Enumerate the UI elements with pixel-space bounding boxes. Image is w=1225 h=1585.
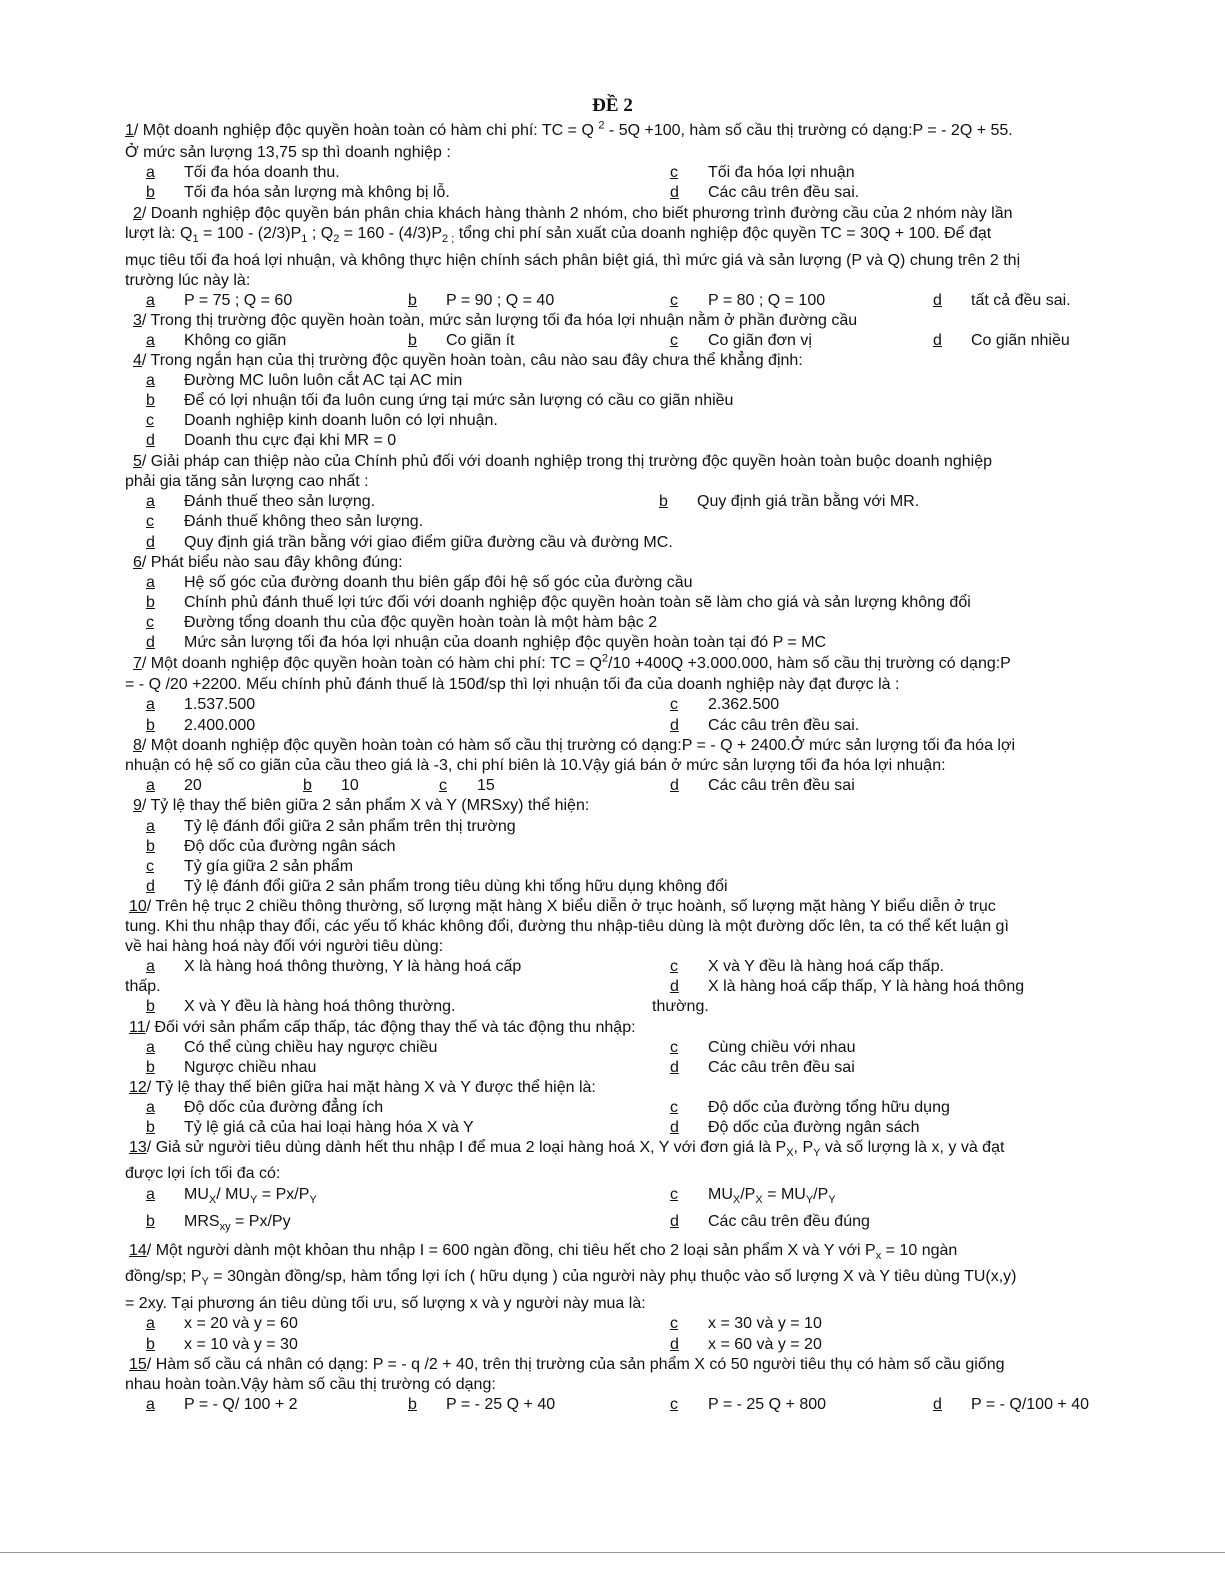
q6-number: 6 bbox=[133, 554, 142, 571]
q1-option-c[interactable] bbox=[670, 163, 855, 182]
option-text: Chính phủ đánh thuế lợi tức đối với doanh nghiệp độc quyền hoàn toàn sẽ làm cho giá và sản lượng không đổi bbox=[184, 594, 971, 611]
sub: Y bbox=[309, 1194, 317, 1207]
option-text: /P bbox=[813, 1186, 829, 1203]
q2-option-c[interactable] bbox=[670, 291, 825, 310]
q11-number: 11 bbox=[129, 1019, 146, 1036]
option-text: x = 30 và y = 10 bbox=[708, 1315, 822, 1332]
q4-option-b[interactable] bbox=[146, 391, 733, 410]
q9-option-a[interactable] bbox=[146, 817, 516, 836]
q2-number: 2 bbox=[133, 205, 142, 222]
q14-sub: x bbox=[875, 1250, 882, 1263]
option-text: tất cả đều sai. bbox=[971, 292, 1071, 309]
q2-option-d[interactable] bbox=[933, 291, 1071, 310]
option-letter: b bbox=[146, 717, 155, 734]
option-text: Độ dốc của đường ngân sách bbox=[708, 1119, 920, 1136]
option-letter: c bbox=[670, 332, 678, 349]
option-letter: c bbox=[670, 696, 678, 713]
q6-text: / Phát biểu nào sau đây không đúng: bbox=[141, 554, 403, 571]
option-letter: a bbox=[146, 1039, 155, 1056]
option-letter: c bbox=[670, 1039, 678, 1056]
q5-option-a[interactable] bbox=[146, 492, 375, 511]
sub: Y bbox=[250, 1194, 258, 1207]
option-text: Doanh thu cực đại khi MR = 0 bbox=[184, 432, 397, 449]
q8-option-a[interactable] bbox=[146, 776, 202, 795]
q15-option-d[interactable] bbox=[933, 1395, 1089, 1414]
option-text: Các câu trên đều sai bbox=[708, 1059, 855, 1076]
q8-number: 8 bbox=[133, 737, 142, 754]
option-letter: a bbox=[146, 1396, 155, 1413]
option-text: MU bbox=[184, 1186, 209, 1203]
option-text: = Px/Py bbox=[230, 1213, 291, 1230]
option-letter: a bbox=[146, 696, 155, 713]
option-letter: a bbox=[146, 164, 155, 181]
q9-text: / Tỷ lệ thay thế biên giữa 2 sản phẩm X và Y (MRSxy) thể hiện: bbox=[141, 797, 590, 814]
option-text: Tỷ lệ đánh đổi giữa 2 sản phẩm trong tiêu dùng khi tổng hữu dụng không đổi bbox=[184, 878, 728, 895]
sub: Y bbox=[805, 1194, 814, 1207]
q14-option-b[interactable] bbox=[146, 1335, 298, 1354]
q3-number: 3 bbox=[133, 312, 142, 329]
sub: X bbox=[755, 1194, 763, 1207]
option-letter: b bbox=[408, 1396, 417, 1413]
option-text: X và Y đều là hàng hoá cấp thấp. bbox=[708, 958, 945, 975]
option-text: MRS bbox=[184, 1213, 220, 1230]
q3-option-c[interactable] bbox=[670, 331, 812, 350]
q14-sub: Y bbox=[201, 1276, 209, 1289]
bottom-divider bbox=[0, 1552, 1225, 1553]
option-text: 2.400.000 bbox=[184, 717, 256, 734]
q5-option-c[interactable] bbox=[146, 512, 423, 531]
option-text: Có thể cùng chiều hay ngược chiều bbox=[184, 1039, 438, 1056]
option-text: Đánh thuế theo sản lượng. bbox=[184, 493, 376, 510]
q14-option-c[interactable] bbox=[670, 1314, 822, 1333]
option-text: x = 60 và y = 20 bbox=[708, 1336, 822, 1353]
option-text: 2.362.500 bbox=[708, 696, 780, 713]
q10-text: / Trên hệ trục 2 chiều thông thường, số lượng mặt hàng X biểu diễn ở trục hoành, số lượng mặt hàng Y biểu diễn ở trục bbox=[146, 898, 996, 915]
q14-number: 14 bbox=[129, 1242, 147, 1259]
option-letter: c bbox=[670, 164, 678, 181]
option-text: Tỷ gía giữa 2 sản phẩm bbox=[184, 858, 354, 875]
option-letter: a bbox=[146, 493, 155, 510]
option-text: x = 20 và y = 60 bbox=[184, 1315, 298, 1332]
q7-line2: = - Q /20 +2200. Mếu chính phủ đánh thuế là 150đ/sp thì lợi nhuận tối đa của doanh nghiệp này đạt được là : bbox=[125, 676, 900, 693]
sub: X bbox=[732, 1194, 741, 1207]
option-text: 20 bbox=[184, 777, 202, 794]
option-letter: a bbox=[146, 1099, 155, 1116]
q15-line2: nhau hoàn toàn.Vậy hàm số cầu thị trường có dạng: bbox=[125, 1376, 496, 1393]
q1-option-b[interactable] bbox=[146, 183, 450, 202]
option-text: P = 75 ; Q = 60 bbox=[184, 292, 293, 309]
option-letter: a bbox=[146, 818, 155, 835]
q4-option-a[interactable] bbox=[146, 371, 462, 390]
sub: Y bbox=[828, 1194, 836, 1207]
option-text: Quy định giá trần bằng với MR. bbox=[697, 493, 920, 510]
q5-line1 bbox=[133, 452, 992, 471]
option-letter: b bbox=[146, 1119, 155, 1136]
q2-t: tổng chi phí sản xuất của doanh nghiệp độc quyền TC = 30Q + 100. Để đạt bbox=[454, 225, 992, 242]
option-letter: d bbox=[670, 1119, 679, 1136]
sub: X bbox=[208, 1194, 217, 1207]
option-letter: d bbox=[670, 1059, 679, 1076]
q2-sub: 2 bbox=[333, 233, 340, 246]
option-text: P = 80 ; Q = 100 bbox=[708, 292, 826, 309]
q2-t: lượt là: Q bbox=[125, 225, 193, 242]
q4-option-d[interactable] bbox=[146, 431, 396, 450]
option-letter: d bbox=[670, 1213, 679, 1230]
option-letter: c bbox=[146, 513, 154, 530]
option-letter: c bbox=[670, 1396, 678, 1413]
q13-option-b[interactable] bbox=[146, 1212, 291, 1234]
q12-text: / Tỷ lệ thay thế biên giữa hai mặt hàng X và Y được thể hiện là: bbox=[146, 1079, 596, 1096]
option-letter: c bbox=[146, 858, 154, 875]
q6-option-b[interactable] bbox=[146, 593, 971, 612]
q14-t: = 30ngàn đồng/sp, hàm tổng lợi ích ( hữu dụng ) của người này phụ thuộc vào số lượng X và Y tiêu dùng TU(x,y) bbox=[208, 1268, 1017, 1285]
option-text: 15 bbox=[477, 777, 495, 794]
option-text: Tối đa hóa lợi nhuận bbox=[708, 164, 855, 181]
q7-line1 bbox=[133, 654, 1011, 673]
q9-option-c[interactable] bbox=[146, 857, 353, 876]
option-letter: d bbox=[933, 1396, 942, 1413]
q2-sub: 1 bbox=[301, 233, 308, 246]
q13-option-d[interactable] bbox=[670, 1212, 870, 1231]
q1-text-a: / Một doanh nghiệp độc quyền hoàn toàn có hàm chi phí: TC = Q bbox=[133, 122, 599, 139]
q2-t: = 100 - (2/3)P bbox=[198, 225, 302, 242]
q6-option-c[interactable] bbox=[146, 613, 657, 632]
option-text: Tối đa hóa sản lượng mà không bị lỗ. bbox=[184, 184, 450, 201]
option-letter: c bbox=[670, 1099, 678, 1116]
option-letter: c bbox=[670, 1186, 678, 1203]
option-text: Để có lợi nhuận tối đa luôn cung ứng tại mức sản lượng có cầu co giãn nhiều bbox=[184, 392, 734, 409]
q1-number: 1 bbox=[125, 122, 134, 139]
option-text: Mức sản lượng tối đa hóa lợi nhuận của doanh nghiệp độc quyền hoàn toàn tại đó P = MC bbox=[184, 634, 827, 651]
q8-option-c[interactable] bbox=[439, 776, 495, 795]
option-text: P = - Q/100 + 40 bbox=[971, 1396, 1090, 1413]
q13-sub: Y bbox=[813, 1147, 821, 1160]
q4-option-c[interactable] bbox=[146, 411, 498, 430]
option-letter: b bbox=[146, 1059, 155, 1076]
q5-number: 5 bbox=[133, 453, 142, 470]
q7-option-c[interactable] bbox=[670, 695, 779, 714]
option-text: = MU bbox=[762, 1186, 806, 1203]
option-text: x = 10 và y = 30 bbox=[184, 1336, 298, 1353]
q2-sub: 2 ; bbox=[442, 233, 455, 246]
q2-t: = 160 - (4/3)P bbox=[339, 225, 443, 242]
option-text: X và Y đều là hàng hoá thông thường. bbox=[184, 998, 456, 1015]
q10-line3: về hai hàng hoá này đối với người tiêu dùng: bbox=[125, 938, 444, 955]
option-text: P = - Q/ 100 + 2 bbox=[184, 1396, 298, 1413]
option-text: P = - 25 Q + 40 bbox=[446, 1396, 556, 1413]
q13-t: và số lượng là x, y và đạt bbox=[820, 1139, 1005, 1156]
q10-option-a-cont: thấp. bbox=[125, 978, 161, 995]
q12-number: 12 bbox=[129, 1079, 147, 1096]
option-letter: a bbox=[146, 372, 155, 389]
option-text: / MU bbox=[216, 1186, 251, 1203]
option-text: Đường MC luôn luôn cắt AC tại AC min bbox=[184, 372, 463, 389]
q12-option-b[interactable] bbox=[146, 1118, 474, 1137]
option-letter: d bbox=[670, 978, 679, 995]
option-text: Không co giãn bbox=[184, 332, 287, 349]
q2-text: / Doanh nghiệp độc quyền bán phân chia khách hàng thành 2 nhóm, cho biết phương trình đường cầu của 2 nhóm này lần bbox=[141, 205, 1013, 222]
q6-option-a[interactable] bbox=[146, 573, 693, 592]
option-text: Độ dốc của đường đẳng ích bbox=[184, 1099, 384, 1116]
option-letter: b bbox=[146, 392, 155, 409]
q10-option-a[interactable] bbox=[146, 957, 521, 976]
q11-option-d[interactable] bbox=[670, 1058, 855, 1077]
q3-option-a[interactable] bbox=[146, 331, 286, 350]
q9-option-b[interactable] bbox=[146, 837, 396, 856]
q5-option-b[interactable] bbox=[659, 492, 919, 511]
option-text: Ngược chiều nhau bbox=[184, 1059, 317, 1076]
q2-line1 bbox=[133, 204, 1012, 223]
q2-option-a[interactable] bbox=[146, 291, 292, 310]
option-letter: c bbox=[670, 958, 678, 975]
option-letter: c bbox=[439, 777, 447, 794]
option-text: Co giãn đơn vị bbox=[708, 332, 812, 349]
q2-option-b[interactable] bbox=[408, 291, 554, 310]
q11-line1 bbox=[129, 1018, 636, 1037]
q1-sup: 2 bbox=[598, 119, 605, 132]
option-letter: d bbox=[670, 717, 679, 734]
q11-text: / Đối với sản phẩm cấp thấp, tác động thay thế và tác động thu nhập: bbox=[145, 1019, 636, 1036]
q7-option-a[interactable] bbox=[146, 695, 255, 714]
option-letter: d bbox=[933, 332, 942, 349]
option-text: 10 bbox=[341, 777, 359, 794]
option-text: Đường tổng doanh thu của độc quyền hoàn toàn là một hàm bậc 2 bbox=[184, 614, 658, 631]
q9-number: 9 bbox=[133, 797, 142, 814]
option-text: 1.537.500 bbox=[184, 696, 256, 713]
q9-option-d[interactable] bbox=[146, 877, 728, 896]
q5-text: / Giải pháp can thiệp nào của Chính phủ đối với doanh nghiệp trong thị trường độc quyền hoàn toàn buộc doanh nghiệp bbox=[141, 453, 993, 470]
option-text: Các câu trên đều sai bbox=[708, 777, 855, 794]
q10-option-d[interactable] bbox=[670, 977, 1024, 996]
q2-line4: trường lúc này là: bbox=[125, 272, 251, 289]
option-text: Hệ số góc của đường doanh thu biên gấp đôi hệ số góc của đường cầu bbox=[184, 574, 693, 591]
option-text: Tối đa hóa doanh thu. bbox=[184, 164, 340, 181]
option-text: Tỷ lệ đánh đổi giữa 2 sản phẩm trên thị trường bbox=[184, 818, 516, 835]
option-letter: d bbox=[670, 777, 679, 794]
q1-line2: Ở mức sản lượng 13,75 sp thì doanh nghiệp : bbox=[125, 144, 451, 161]
q10-line1 bbox=[129, 897, 996, 916]
q10-option-c[interactable] bbox=[670, 957, 944, 976]
q14-option-d[interactable] bbox=[670, 1335, 822, 1354]
q9-line1 bbox=[133, 796, 589, 815]
option-text: = Px/P bbox=[257, 1186, 310, 1203]
q2-t: ; Q bbox=[307, 225, 334, 242]
option-text: X là hàng hoá thông thường, Y là hàng hoá cấp bbox=[184, 958, 522, 975]
option-letter: a bbox=[146, 292, 155, 309]
option-text: Đánh thuế không theo sản lượng. bbox=[184, 513, 424, 530]
option-letter: c bbox=[146, 412, 154, 429]
q11-option-b[interactable] bbox=[146, 1058, 316, 1077]
q1-option-d[interactable] bbox=[670, 183, 859, 202]
q5-line2: phải gia tăng sản lượng cao nhất : bbox=[125, 473, 369, 490]
option-letter: a bbox=[146, 958, 155, 975]
q12-option-a[interactable] bbox=[146, 1098, 383, 1117]
q2-line3: mục tiêu tối đa hoá lợi nhuận, và không thực hiện chính sách phân biệt giá, thì mức giá và sản lượng (P và Q) chung trên 2 thị bbox=[125, 252, 1021, 269]
option-letter: a bbox=[146, 332, 155, 349]
option-letter: b bbox=[146, 838, 155, 855]
option-letter: b bbox=[303, 777, 312, 794]
option-letter: d bbox=[670, 1336, 679, 1353]
q15-option-b[interactable] bbox=[408, 1395, 555, 1414]
q12-option-d[interactable] bbox=[670, 1118, 920, 1137]
option-letter: b bbox=[146, 1213, 155, 1230]
q11-option-a[interactable] bbox=[146, 1038, 437, 1057]
q13-t: / Giả sử người tiêu dùng dành hết thu nhập I để mua 2 loại hàng hoá X, Y với đơn giá là P bbox=[146, 1139, 787, 1156]
option-text: Các câu trên đều sai. bbox=[708, 184, 860, 201]
sub: xy bbox=[219, 1221, 231, 1234]
option-letter: b bbox=[659, 493, 668, 510]
option-text: Độ dốc của đường ngân sách bbox=[184, 838, 396, 855]
q4-number: 4 bbox=[133, 352, 142, 369]
q3-line1 bbox=[133, 311, 857, 330]
option-text: Độ dốc của đường tổng hữu dụng bbox=[708, 1099, 950, 1116]
option-letter: d bbox=[146, 534, 155, 551]
q8-text: / Một doanh nghiệp độc quyền hoàn toàn có hàm số cầu thị trường có dạng:P = - Q + 2400.Ở mức sản lượng tối đa hóa lợi bbox=[141, 737, 1016, 754]
q5-option-d[interactable] bbox=[146, 533, 673, 552]
q14-line1 bbox=[129, 1241, 958, 1263]
option-text: P = 90 ; Q = 40 bbox=[446, 292, 555, 309]
option-text: Tỷ lệ giá cả của hai loại hàng hóa X và Y bbox=[184, 1119, 474, 1136]
option-text: Doanh nghiệp kinh doanh luôn có lợi nhuận. bbox=[184, 412, 498, 429]
q14-option-a[interactable] bbox=[146, 1314, 298, 1333]
q14-t: = 10 ngàn bbox=[881, 1242, 958, 1259]
option-letter: b bbox=[146, 1336, 155, 1353]
option-text: Co giãn ít bbox=[446, 332, 515, 349]
q3-option-d[interactable] bbox=[933, 331, 1070, 350]
option-letter: d bbox=[670, 184, 679, 201]
q13-option-a[interactable] bbox=[146, 1185, 317, 1207]
q14-line3: = 2xy. Tại phương án tiêu dùng tối ưu, số lượng x và y người này mua là: bbox=[125, 1295, 646, 1312]
q7-sup: 2 bbox=[601, 652, 609, 665]
q10-option-b[interactable] bbox=[146, 997, 456, 1016]
q6-line1 bbox=[133, 553, 403, 572]
option-text: Quy định giá trần bằng với giao điểm giữa đường cầu và đường MC. bbox=[184, 534, 673, 551]
q8-line2: nhuận có hệ số co giãn của cầu theo giá là -3, chi phí biên là 10.Vậy giá bán ở mức sản lượng tối đa hóa lợi nhuận: bbox=[125, 757, 946, 774]
option-text: Cùng chiều với nhau bbox=[708, 1039, 856, 1056]
q7-text-c: /10 +400Q +3.000.000, hàm số cầu thị trường có dạng:P bbox=[608, 655, 1011, 672]
q13-t: , P bbox=[793, 1139, 814, 1156]
option-letter: b bbox=[146, 594, 155, 611]
option-text: Co giãn nhiều bbox=[971, 332, 1070, 349]
q14-t: đồng/sp; P bbox=[125, 1268, 202, 1285]
option-text: MU bbox=[708, 1186, 733, 1203]
option-letter: b bbox=[146, 998, 155, 1015]
q1-text-c: - 5Q +100, hàm số cầu thị trường có dạng:P = - 2Q + 55. bbox=[604, 122, 1013, 139]
q7-option-d[interactable] bbox=[670, 716, 859, 735]
q15-line1 bbox=[129, 1355, 1005, 1374]
option-text: Các câu trên đều sai. bbox=[708, 717, 860, 734]
q12-option-c[interactable] bbox=[670, 1098, 950, 1117]
q15-text: / Hàm số cầu cá nhân có dạng: P = - q /2 + 40, trên thị trường của sản phẩm X có 50 người tiêu thụ có hàm số cầu giống bbox=[146, 1356, 1005, 1373]
option-letter: b bbox=[146, 184, 155, 201]
option-letter: a bbox=[146, 1186, 155, 1203]
q4-text: / Trong ngắn hạn của thị trường độc quyền hoàn toàn, câu nào sau đây chưa thể khẳng định: bbox=[141, 352, 803, 369]
option-letter: c bbox=[146, 614, 154, 631]
option-text: X là hàng hoá cấp thấp, Y là hàng hoá thông bbox=[708, 978, 1025, 995]
q15-option-a[interactable] bbox=[146, 1395, 298, 1414]
q2-sub: 1 bbox=[192, 233, 199, 246]
page-title: ĐỀ 2 bbox=[592, 95, 633, 116]
option-letter: d bbox=[146, 878, 155, 895]
q11-option-c[interactable] bbox=[670, 1038, 855, 1057]
q8-option-d[interactable] bbox=[670, 776, 855, 795]
option-text: /P bbox=[740, 1186, 756, 1203]
q7-text-a: / Một doanh nghiệp độc quyền hoàn toàn có hàm chi phí: TC = Q bbox=[141, 655, 602, 672]
q13-number: 13 bbox=[129, 1139, 147, 1156]
q14-t: / Một người dành một khỏan thu nhập I = 600 ngàn đồng, chi tiêu hết cho 2 loại sản phẩm X và Y với P bbox=[146, 1242, 876, 1259]
option-letter: b bbox=[408, 332, 417, 349]
option-letter: c bbox=[670, 292, 678, 309]
option-letter: a bbox=[146, 1315, 155, 1332]
q2-line2 bbox=[125, 224, 992, 246]
q1-option-a[interactable] bbox=[146, 163, 340, 182]
q15-number: 15 bbox=[129, 1356, 147, 1373]
q7-option-b[interactable] bbox=[146, 716, 255, 735]
q8-option-b[interactable] bbox=[303, 776, 359, 795]
q12-line1 bbox=[129, 1078, 596, 1097]
option-letter: d bbox=[146, 634, 155, 651]
q13-sub: X bbox=[786, 1147, 794, 1160]
option-text: P = - 25 Q + 800 bbox=[708, 1396, 827, 1413]
option-letter: d bbox=[146, 432, 155, 449]
option-letter: a bbox=[146, 777, 155, 794]
q10-line2: tung. Khi thu nhập thay đổi, các yếu tố khác không đổi, đường thu nhập-tiêu dùng là một đường dốc lên, ta có thể kết luận gì bbox=[125, 918, 1009, 935]
q10-number: 10 bbox=[129, 898, 147, 915]
option-letter: a bbox=[146, 574, 155, 591]
option-letter: d bbox=[933, 292, 942, 309]
q13-option-c[interactable] bbox=[670, 1185, 836, 1207]
q14-line2 bbox=[125, 1267, 1017, 1289]
q1-line1 bbox=[125, 121, 1013, 140]
q8-line1 bbox=[133, 736, 1015, 755]
q3-option-b[interactable] bbox=[408, 331, 514, 350]
option-text: Các câu trên đều đúng bbox=[708, 1213, 870, 1230]
q10-option-d-cont: thường. bbox=[652, 998, 709, 1015]
q6-option-d[interactable] bbox=[146, 633, 826, 652]
option-letter: b bbox=[408, 292, 417, 309]
q13-line2: được lợi ích tối đa có: bbox=[125, 1165, 281, 1182]
q3-text: / Trong thị trường độc quyền hoàn toàn, mức sản lượng tối đa hóa lợi nhuận nằm ở phần đường cầu bbox=[141, 312, 858, 329]
q13-line1 bbox=[129, 1138, 1005, 1160]
option-letter: c bbox=[670, 1315, 678, 1332]
q7-number: 7 bbox=[133, 655, 142, 672]
q4-line1 bbox=[133, 351, 803, 370]
q15-option-c[interactable] bbox=[670, 1395, 826, 1414]
